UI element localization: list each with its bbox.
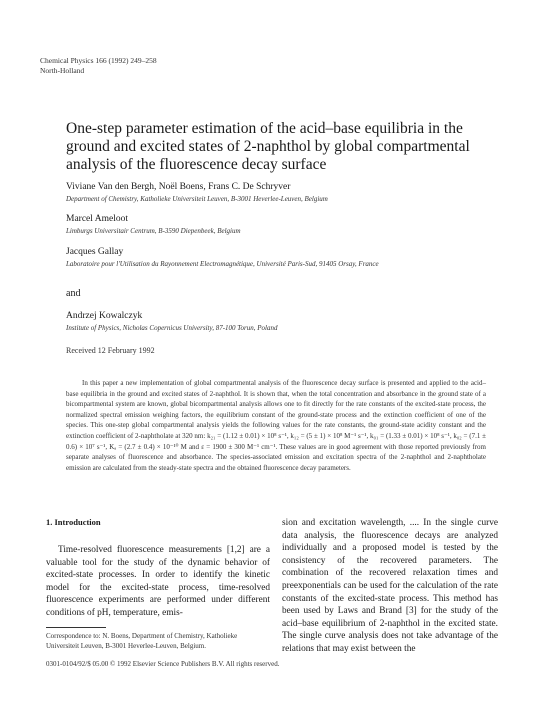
- received-date: Received 12 February 1992: [66, 346, 155, 355]
- copyright-line: 0301-0104/92/$ 05.00 © 1992 Elsevier Science Publishers B.V. All rights reserved.: [46, 660, 280, 668]
- journal-header: [40, 56, 157, 76]
- journal-citation: Chemical Physics 166 (1992) 249–258: [40, 56, 157, 65]
- abstract-text: In this paper a new implementation of global compartmental analysis of the fluorescence decay surface is presented and applied to the acid–base equilibria in the ground and excited states of 2-naphthol. It is shown that, when the total concentration and absorbance in the ground state of a bicompartmental system are known, global bicompartmental analysis allows one to fit directly for the rate constants of the excited-state process, the normalized spectral emission weighing factors, the equilibrium constant of the ground-state process and the extinction coefficient of one of the species. This one-step global compartmental analysis yields the following values for the rate constants, the ground-state acidity constant and the extinction coefficient of 2-naphtholate at 320 nm: k₂₁ = (1.12 ± 0.01) × 10⁸ s⁻¹, k₁₂ = (5 ± 1) × 10⁸ M⁻¹ s⁻¹, k₀₁ = (1.33 ± 0.01) × 10⁸ s⁻¹, k₀₂ = (7.1 ± 0.6) × 10⁷ s⁻¹, Kₐ = (2.7 ± 0.4) × 10⁻¹⁰ M and ε = 1900 ± 300 M⁻¹ cm⁻¹. These values are in good agreement with those reported previously from separate analyses of fluorescence and absorbance. The species-associated emission and excitation spectra of the 2-naphthol and 2-naphtholate emission are calculated from the steady-state spectra and the obtained fluorescence decay parameters.: [66, 379, 486, 472]
- authors-block-3: [66, 247, 379, 268]
- author-affiliation: Limburgs Universitair Centrum, B-3590 Diepenbeek, Belgium: [66, 227, 241, 235]
- author-affiliation: Laboratoire pour l'Utilisation du Rayonnement Electromagnétique, Université Paris-Sud, 91405 Orsay, France: [66, 260, 379, 268]
- author-names: Marcel Ameloot: [66, 214, 128, 224]
- footnote: [46, 631, 270, 651]
- author-names: Andrzej Kowalczyk: [66, 311, 143, 321]
- and-separator: and: [66, 288, 81, 299]
- footnote-rule: [46, 627, 106, 628]
- left-column-text: Time-resolved fluorescence measurements [1,2] are a valuable tool for the study of the dynamic behavior of excited-state processes. In order to identify the kinetic model for the excited-state process, time-resolved fluorescence experiments are performed under different conditions of pH, temperature, emis-: [46, 545, 270, 618]
- authors-block-4: [66, 311, 277, 332]
- author-affiliation: Institute of Physics, Nicholas Copernicus University, 87-100 Torun, Poland: [66, 324, 278, 332]
- authors-block-1: [66, 182, 328, 203]
- right-column: [282, 517, 498, 656]
- left-column: [46, 544, 270, 620]
- article-title: One-step parameter estimation of the acid–base equilibria in the ground and excited states of 2-naphthol by global compartmental analysis of the fluorescence decay surface: [66, 120, 470, 173]
- section-heading: 1. Introduction: [46, 517, 101, 527]
- author-names: Jacques Gallay: [66, 247, 124, 257]
- footnote-text: Correspondence to: N. Boens, Department of Chemistry, Katholieke Universiteit Leuven, B-3001 Heverlee-Leuven, Belgium.: [46, 632, 238, 650]
- author-affiliation: Department of Chemistry, Katholieke Universiteit Leuven, B-3001 Heverlee-Leuven, Belgium: [66, 195, 328, 203]
- abstract: [66, 378, 486, 473]
- author-names: Viviane Van den Bergh, Noël Boens, Frans C. De Schryver: [66, 182, 291, 192]
- authors-block-2: [66, 214, 241, 235]
- journal-publisher: North-Holland: [40, 66, 85, 75]
- right-column-text: sion and excitation wavelength, .... In the single curve data analysis, the fluorescence decays are analyzed individually and a proposed model is tested by the consistency of the recovered parameters. The combination of the recovered relaxation times and preexponentials can be used for the calculation of the rate constants of the excited-state process. This method has been used by Laws and Brand [3] for the study of the acid–base equilibrium of 2-naphthol in the excited state. The single curve analysis does not take advantage of the relations that may exist between the: [282, 518, 498, 654]
